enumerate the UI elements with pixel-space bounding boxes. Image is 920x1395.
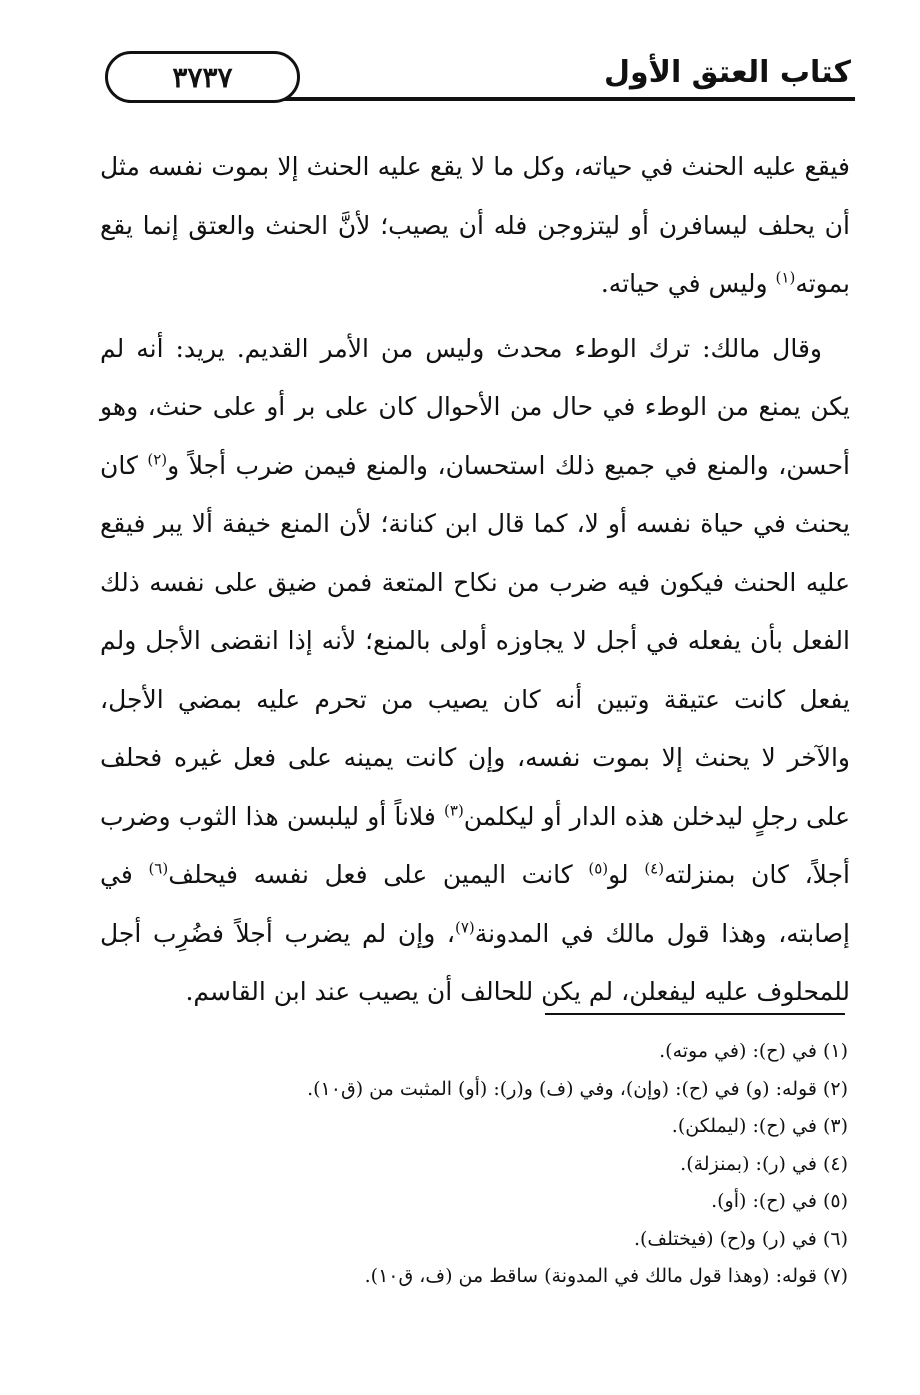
footnote-3: (٣) في (ح): (ليملكن). [671, 1115, 848, 1137]
paragraph-1-text-end: وليس في حياته. [600, 269, 776, 298]
paragraph-1-text: فيقع عليه الحنث في حياته، وكل ما لا يقع عليه الحنث إلا بموت نفسه مثل أن يحلف ليسافرن أو ليتزوجن فله أن يصيب؛ لأنَّ الحنث والعتق إنما يقع بموته [100, 152, 850, 298]
footnote-ref-7: (٧) [454, 918, 475, 937]
footnote-ref-5: (٥) [588, 859, 609, 878]
paragraph-2-text-g: ، وإن لم يضرب أجلاً فضُرِب أجل للمحلوف عليه ليفعلن، لم يكن للحالف أن يصيب عند ابن القاسم. [100, 918, 850, 1006]
paragraph-2-text-f: في إصابته، وهذا قول مالك في المدونة [100, 860, 850, 948]
main-text [100, 138, 850, 1022]
footnote-7: (٧) قوله: (وهذا قول مالك في المدونة) ساقط من (ف، ق١٠). [364, 1265, 848, 1287]
footnote-6: (٦) في (ر) و(ح) (فيختلف). [633, 1227, 848, 1250]
footnote-ref-6: (٦) [148, 859, 169, 878]
footnotes [120, 1033, 848, 1296]
footnote-5: (٥) في (ح): (أو). [711, 1190, 848, 1212]
footnote-separator [545, 1013, 845, 1015]
paragraph-2-text-e: كانت اليمين على فعل نفسه فيحلف [168, 860, 589, 889]
paragraph-2-text-d: لو [608, 860, 645, 889]
paragraph-2-text-c: فلاناً أو ليلبسن هذا الثوب وضرب أجلاً، كان بمنزلته [100, 801, 850, 889]
paragraph-2-text-a: وقال مالك: ترك الوطء محدث وليس من الأمر القديم. يريد: أنه لم يكن يمنع من الوطء في حال من الأحوال كان على بر أو على حنث، وهو أحسن، والمنع في جميع ذلك استحسان، والمنع فيمن ضرب أجلاً و [100, 333, 850, 480]
footnote-ref-1: (١) [775, 268, 796, 287]
footnote-4: (٤) في (ر): (بمنزلة). [680, 1152, 848, 1175]
paragraph-2 [100, 320, 850, 1022]
footnote-ref-2: (٢) [147, 450, 168, 469]
paragraph-2-text-b: كان يحنث في حياة نفسه أو لا، كما قال ابن كنانة؛ لأن المنع خيفة ألا يبر فيقع عليه الحنث فيكون فيه ضرب من نكاح المتعة فمن ضيق على نفسه ذلك الفعل بأن يفعله في أجل لا يجاوزه أولى بالمنع؛ لأنه إذا انقضى الأجل ولم يفعل كانت عتيقة وتبين أنه كان يصيب من تحرم عليه بمضي الأجل، والآخر لا يحنث إلا بموت نفسه، وإن كانت يمينه على فعل غيره فحلف على رجلٍ ليدخلن هذه الدار أو ليكلمن [100, 450, 850, 831]
page-number: ٣٧٣٧ [105, 51, 300, 103]
footnote-1: (١) في (ح): (في موته). [659, 1040, 848, 1062]
page-header [95, 45, 855, 115]
footnote-ref-4: (٤) [644, 859, 665, 878]
header-rule [215, 97, 855, 101]
book-title: كتاب العتق الأول [603, 55, 851, 90]
paragraph-1 [100, 138, 850, 314]
footnote-2: (٢) قوله: (و) في (ح): (وإن)، وفي (ف) و(ر): (أو) المثبت من (ق١٠). [307, 1077, 848, 1100]
footnote-ref-3: (٣) [444, 801, 464, 820]
